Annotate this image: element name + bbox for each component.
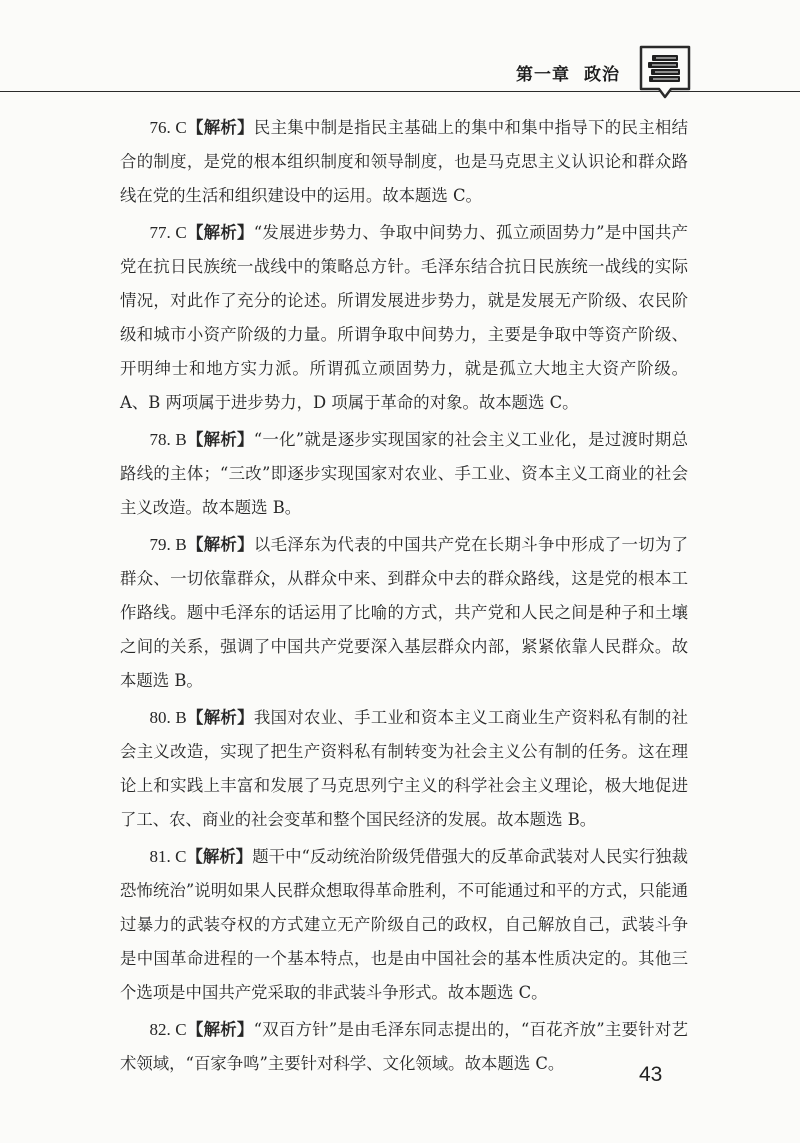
- answer-text: 以毛泽东为代表的中国共产党在长期斗争中形成了一切为了群众、一切依靠群众，从群众中来、到群众中去的群众路线，这是党的根本工作路线。题中毛泽东的话运用了比喻的方式，共产党和人民之间是种子和土壤之间的关系，强调了中国共产党要深入基层群众内部，紧紧依靠人民群众。故本题选 B。: [120, 535, 689, 690]
- chapter-heading: [516, 60, 620, 85]
- answer-entry-81: [120, 840, 688, 1010]
- answer-entry-76: [120, 111, 688, 213]
- answer-entry-78: [120, 423, 688, 525]
- answer-text: “发展进步势力、争取中间势力、孤立顽固势力”是中国共产党在抗日民族统一战线中的策略总方针。毛泽东结合抗日民族统一战线的实际情况，对此作了充分的论述。所谓发展进步势力，就是发展无产阶级、农民阶级和城市小资产阶级的力量。所谓争取中间势力，主要是争取中等资产阶级、开明绅士和地方实力派。所谓孤立顽固势力，就是孤立大地主大资产阶级。A、B 两项属于进步势力，D 项属于革命的对象。故本题选 C。: [120, 223, 688, 412]
- analysis-tag: 【解析】: [186, 430, 254, 449]
- answer-entry-79: [120, 528, 688, 698]
- answer-entry-82: [120, 1013, 688, 1081]
- answer-number: 77. C: [149, 223, 187, 242]
- page-number: 43: [639, 1063, 663, 1086]
- answer-explanations: [120, 111, 688, 1084]
- answer-text: “一化”就是逐步实现国家的社会主义工业化，是过渡时期总路线的主体；“三改”即逐步实现国家对农业、手工业、资本主义工商业的社会主义改造。故本题选 B。: [120, 430, 688, 517]
- answer-number: 76. C: [149, 118, 187, 137]
- answer-text: “双百方针”是由毛泽东同志提出的，“百花齐放”主要针对艺术领域，“百家争鸣”主要针对科学、文化领域。故本题选 C。: [120, 1020, 688, 1073]
- answer-number: 79. B: [149, 535, 187, 554]
- answer-number: 82. C: [149, 1020, 187, 1039]
- answer-entry-77: [120, 216, 688, 420]
- analysis-tag: 【解析】: [186, 223, 254, 242]
- answer-text: 题干中“反动统治阶级凭借强大的反革命武装对人民实行独裁恐怖统治”说明如果人民群众想取得革命胜利，不可能通过和平的方式，只能通过暴力的武装夺权的方式建立无产阶级自己的政权，自己解放自己，武装斗争是中国革命进程的一个基本特点，也是由中国社会的基本性质决定的。其他三个选项是中国共产党采取的非武装斗争形式。故本题选 C。: [120, 847, 688, 1002]
- analysis-tag: 【解析】: [186, 1020, 254, 1039]
- chapter-title: 政治: [584, 65, 620, 85]
- answer-text: 我国对农业、手工业和资本主义工商业生产资料私有制的社会主义改造，实现了把生产资料私有制转变为社会主义公有制的任务。这在理论上和实践上丰富和发展了马克思列宁主义的科学社会主义理论，极大地促进了工、农、商业的社会变革和整个国民经济的发展。故本题选 B。: [120, 708, 689, 829]
- answer-text: 民主集中制是指民主基础上的集中和集中指导下的民主相结合的制度，是党的根本组织制度和领导制度，也是马克思主义认识论和群众路线在党的生活和组织建设中的运用。故本题选 C。: [120, 118, 689, 205]
- answer-number: 78. B: [149, 430, 187, 449]
- answer-number: 80. B: [149, 708, 187, 727]
- analysis-tag: 【解析】: [186, 535, 254, 554]
- page-header: [0, 0, 800, 100]
- answer-number: 81. C: [149, 847, 187, 866]
- chapter-number: 第一章: [516, 65, 570, 85]
- analysis-tag: 【解析】: [186, 847, 253, 866]
- answer-entry-80: [120, 701, 688, 837]
- analysis-tag: 【解析】: [186, 708, 254, 727]
- stacked-books-icon: [637, 43, 693, 99]
- analysis-tag: 【解析】: [186, 118, 254, 137]
